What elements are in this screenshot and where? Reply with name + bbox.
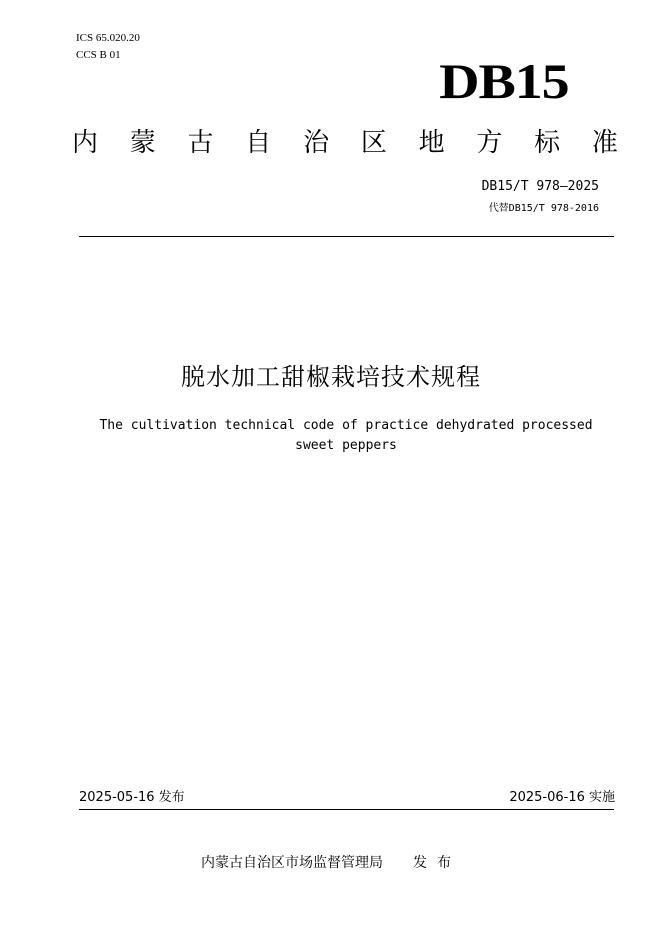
footer-divider	[79, 809, 614, 810]
publisher-action: 发布	[413, 855, 461, 871]
standard-number: DB15/T 978—2025	[481, 179, 599, 194]
document-title-chinese: 脱水加工甜椒栽培技术规程	[181, 363, 481, 391]
publisher-name: 内蒙古自治区市场监督管理局	[201, 855, 383, 871]
implementation-date: 2025-06-16 实施	[509, 790, 615, 805]
standard-type-char: 地	[418, 128, 445, 158]
ccs-code: CCS B 01	[76, 49, 121, 61]
ics-code: ICS 65.020.20	[76, 32, 140, 44]
standard-type-heading	[72, 127, 618, 159]
standard-type-char: 自	[245, 128, 272, 158]
standard-type-char: 治	[303, 128, 330, 158]
standard-type-char: 方	[476, 128, 503, 158]
standard-type-char: 准	[591, 128, 618, 158]
standard-type-char: 内	[72, 128, 99, 158]
standard-type-char: 古	[187, 128, 214, 158]
issue-date: 2025-05-16 发布	[79, 790, 185, 805]
standard-type-char: 蒙	[129, 128, 156, 158]
standard-type-char: 区	[360, 128, 387, 158]
header-divider	[79, 236, 614, 237]
document-title-english: The cultivation technical code of practice dehydrated processed sweet peppers	[99, 418, 593, 453]
publisher-line	[0, 853, 662, 873]
standard-type-char: 标	[534, 128, 561, 158]
db15-logo: DB15	[438, 53, 568, 109]
replaced-standard: 代替DB15/T 978-2016	[488, 203, 599, 214]
